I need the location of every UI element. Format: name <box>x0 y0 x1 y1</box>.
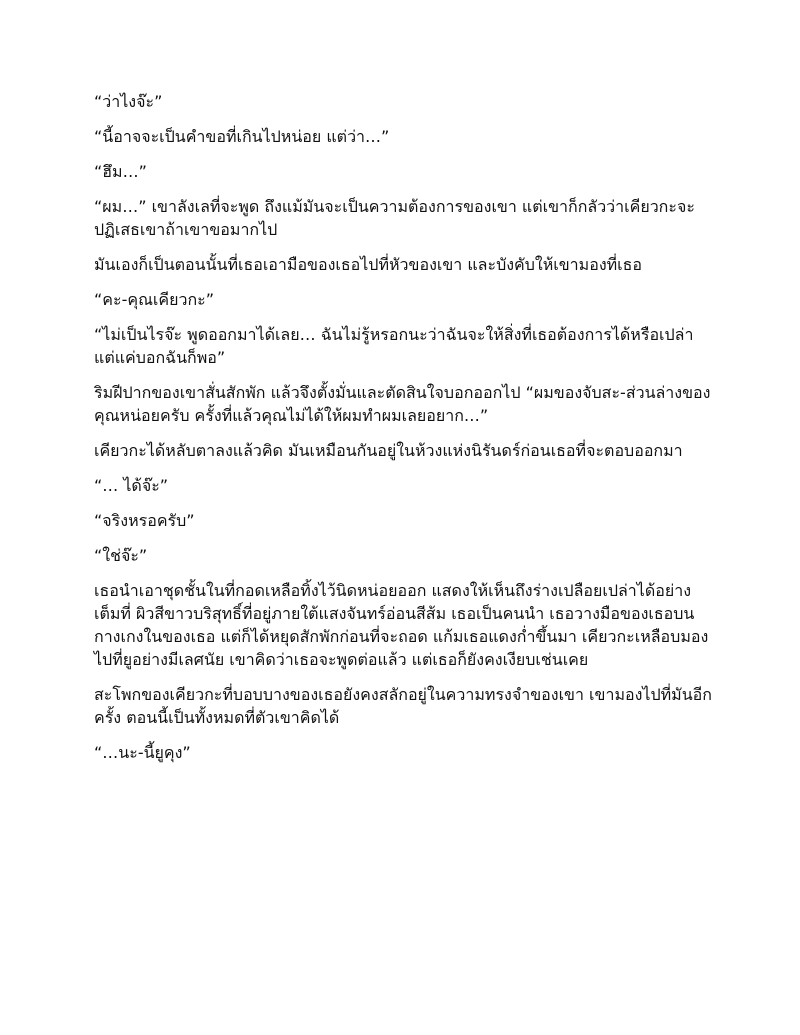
paragraph: “ใช่จ๊ะ” <box>94 546 148 565</box>
paragraph: “คะ-คุณเคียวกะ” <box>94 290 215 309</box>
story-text <box>94 90 714 776</box>
paragraph: “…นะ-นี้ยูคุง” <box>94 743 191 762</box>
paragraph: “จริงหรอครับ” <box>94 511 195 530</box>
paragraph: “ไม่เป็นไรจ๊ะ พูดออกมาได้เลย… ฉันไม่รู้หรอกนะว่าฉันจะให้สิ่งที่เธอต้องการได้หรือเปล่า แต่แค่บอกฉันก็พอ” <box>94 325 694 367</box>
paragraph: “ว่าไงจ๊ะ” <box>94 92 163 111</box>
paragraph: มันเองก็เป็นตอนนั้นที่เธอเอามือของเธอไปที่หัวของเขา และบังคับให้เขามองที่เธอ <box>94 255 643 274</box>
paragraph: สะโพกของเคียวกะที่บอบบางของเธอยังคงสลักอยู่ในความทรงจำของเขา เขามองไปที่มันอีกครั้ง ตอนนี้เป็นทั้งหมดที่ตัวเขาคิดได้ <box>94 685 712 727</box>
paragraph: “ฮึม…” <box>94 162 147 181</box>
paragraph: ริมฝีปากของเขาสั่นสักพัก แล้วจึงตั้งมั่นและตัดสินใจบอกออกไป “ผมของจับสะ-ส่วนล่างของคุณหน่อยครับ ครั้งที่แล้วคุณไม่ได้ให้ผมทำผมเลยอยาก…” <box>94 383 711 425</box>
paragraph: “ผม…” เขาลังเลที่จะพูด ถึงแม้มันจะเป็นความต้องการของเขา แต่เขาก็กลัวว่าเคียวกะจะปฏิเสธเขาถ้าเขาขอมากไป <box>94 197 695 239</box>
paragraph: “นี้อาจจะเป็นคำขอที่เกินไปหน่อย แต่ว่า…” <box>94 127 390 146</box>
paragraph: “… ได้จ๊ะ” <box>94 476 169 495</box>
paragraph: เธอนำเอาชุดชั้นในที่กอดเหลือทิ้งไว้นิดหน่อยออก แสดงให้เห็นถึงร่างเปลือยเปล่าได้อย่างเต็มที่ ผิวสีขาวบริสุทธิ์ที่อยู่ภายใต้แสงจันทร์อ่อนสีส้ม เธอเป็นคนนำ เธอวางมือของเธอบนกางเกงในของเธอ แต่ก็ได้หยุดสักพักก่อนที่จะถอด แก้มเธอแดงก่ำขึ้นมา เคียวกะเหลือบมองไปที่ยูอย่างมีเลศนัย เขาคิดว่าเธอจะพูดต่อแล้ว แต่เธอก็ยังคงเงียบเช่นเคย <box>94 581 709 669</box>
paragraph: เคียวกะได้หลับตาลงแล้วคิด มันเหมือนกันอยู่ในห้วงแห่งนิรันดร์ก่อนเธอที่จะตอบออกมา <box>94 441 683 460</box>
